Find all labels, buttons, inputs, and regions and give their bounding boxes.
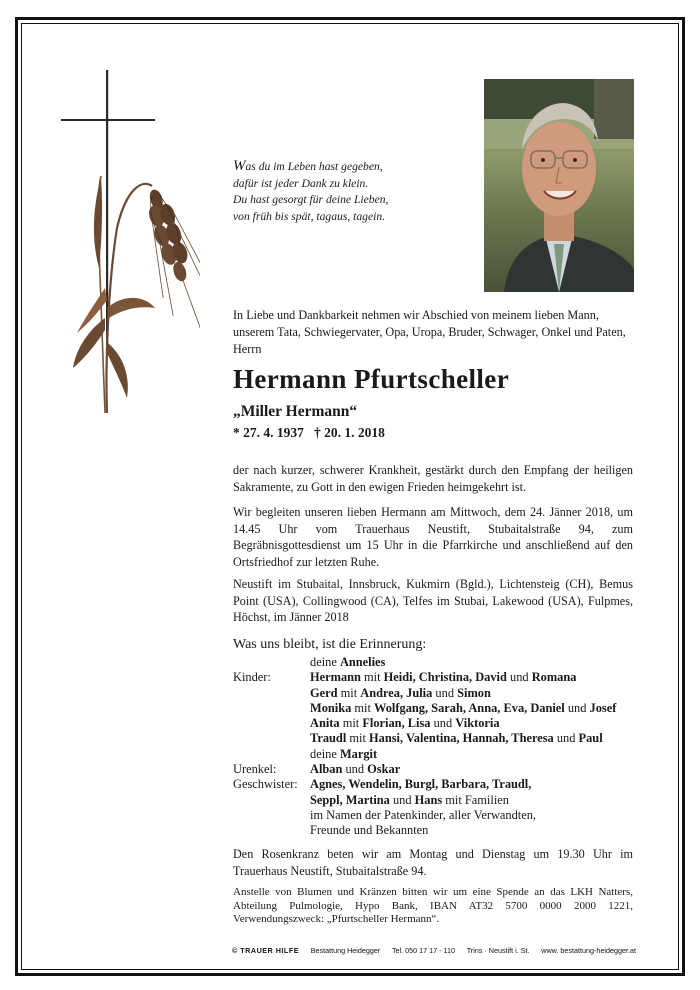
poem-line-2: dafür ist jeder Dank zu klein. bbox=[233, 176, 369, 190]
poem-line-3: Du hast gesorgt für deine Lieben, bbox=[233, 193, 389, 206]
family-row-members: Monika mit Wolfgang, Sarah, Anna, Eva, Daniel und Josef bbox=[310, 700, 617, 715]
family-row-label bbox=[233, 808, 310, 823]
poem bbox=[233, 158, 473, 225]
family-row-label bbox=[233, 655, 310, 670]
poem-line-1: Was du im Leben hast gegeben, bbox=[233, 158, 383, 174]
intro-text: In Liebe und Dankbarkeit nehmen wir Abschied von meinem lieben Mann, unserem Tata, Schwiegervater, Opa, Uropa, Bruder, Schwager, Onkel und Paten, Herrn bbox=[233, 308, 626, 356]
family-row bbox=[233, 747, 643, 762]
footer bbox=[232, 946, 636, 955]
family-row-members: Gerd mit Andrea, Julia und Simon bbox=[310, 685, 491, 700]
family-row-label: Geschwister: bbox=[233, 777, 298, 792]
family-row bbox=[233, 670, 643, 685]
family-row-label bbox=[233, 701, 310, 716]
family-row-members: Agnes, Wendelin, Burgl, Barbara, Traudl, bbox=[310, 777, 532, 792]
family-row bbox=[233, 731, 643, 746]
family-row bbox=[233, 655, 643, 670]
family-row bbox=[233, 823, 643, 838]
deceased-nickname: „Miller Hermann“ bbox=[233, 403, 358, 420]
family-row-label bbox=[233, 716, 310, 731]
family-row-members: deine Margit bbox=[310, 746, 378, 761]
family-row-members: im Namen der Patenkinder, aller Verwandten, bbox=[310, 807, 537, 822]
portrait-photo bbox=[484, 79, 634, 292]
rosary-text: Den Rosenkranz beten wir am Montag und Dienstag um 19.30 Uhr im Trauerhaus Neustift, Stubaitalstraße 94. bbox=[233, 847, 633, 878]
family-row-label bbox=[233, 686, 310, 701]
family-row-members: deine Annelies bbox=[310, 655, 386, 669]
paragraph-funeral: Wir begleiten unseren lieben Hermann am Mittwoch, dem 24. Jänner 2018, um 14.45 Uhr vom Trauerhaus Neustift, Stubaitalstraße 94, zum Begräbnisgottesdienst um 15 Uhr in die Pfarrkirche und anschließend auf den Ortsfriedhof zur letzten Ruhe. bbox=[233, 505, 633, 569]
footer-brand: © TRAUER HILFE bbox=[232, 946, 299, 955]
death-date: † 20. 1. 2018 bbox=[314, 425, 385, 440]
footer-company: Bestattung Heidegger bbox=[310, 946, 381, 955]
family-row bbox=[233, 808, 643, 823]
family-row bbox=[233, 793, 643, 808]
family-row bbox=[233, 716, 643, 731]
family-list bbox=[233, 655, 643, 839]
family-row bbox=[233, 686, 643, 701]
footer-phone: Tel. 050 17 17 - 110 bbox=[391, 946, 455, 955]
deceased-name: Hermann Pfurtscheller bbox=[233, 364, 510, 394]
life-dates bbox=[233, 425, 385, 441]
footer-website: www. bestattung-heidegger.at bbox=[541, 946, 636, 955]
family-row-label bbox=[233, 823, 310, 838]
cross-wheat-icon bbox=[55, 68, 200, 418]
family-row-label: Kinder: bbox=[233, 670, 271, 685]
family-row-label bbox=[233, 731, 310, 746]
birth-date: * 27. 4. 1937 bbox=[233, 425, 304, 440]
poem-line-4: von früh bis spät, tagaus, tagein. bbox=[233, 209, 386, 223]
family-row bbox=[233, 762, 643, 777]
paragraph-passing: der nach kurzer, schwerer Krankheit, gestärkt durch den Empfang der heiligen Sakramente, zu Gott in den ewigen Frieden heimgekehrt ist. bbox=[233, 463, 633, 494]
family-row-members: Traudl mit Hansi, Valentina, Hannah, Theresa und Paul bbox=[310, 731, 603, 746]
family-row-members: Seppl, Martina und Hans mit Familien bbox=[310, 792, 509, 807]
remembrance-heading: Was uns bleibt, ist die Erinnerung: bbox=[233, 637, 427, 652]
family-row-label bbox=[233, 747, 310, 762]
footer-address: Trins · Neustift i. St. bbox=[466, 946, 530, 955]
poem-initial: W bbox=[233, 158, 246, 174]
donation-text: Anstelle von Blumen und Kränzen bitten wir um eine Spende an das LKH Natters, Abteilung Pulmologie, Hypo Bank, IBAN AT32 5700 0000 2000 1221, Verwendungszweck: „Pfurtscheller Hermann“. bbox=[233, 886, 633, 925]
family-row-members: Alban und Oskar bbox=[310, 762, 401, 777]
family-row-label: Urenkel: bbox=[233, 762, 277, 777]
family-row-members: Hermann mit Heidi, Christina, David und Romana bbox=[310, 670, 577, 685]
family-row-members: Freunde und Bekannten bbox=[310, 823, 429, 838]
family-row-label bbox=[233, 793, 310, 808]
family-row-members: Anita mit Florian, Lisa und Viktoria bbox=[310, 716, 500, 731]
family-row bbox=[233, 701, 643, 716]
family-row bbox=[233, 777, 643, 792]
paragraph-places: Neustift im Stubaital, Innsbruck, Kukmirn (Bgld.), Lichtensteig (CH), Bemus Point (USA), Collingwood (CA), Telfes im Stubai, Lakewood (USA), Fulpmes, Höchst, im Jänner 2018 bbox=[233, 577, 633, 624]
